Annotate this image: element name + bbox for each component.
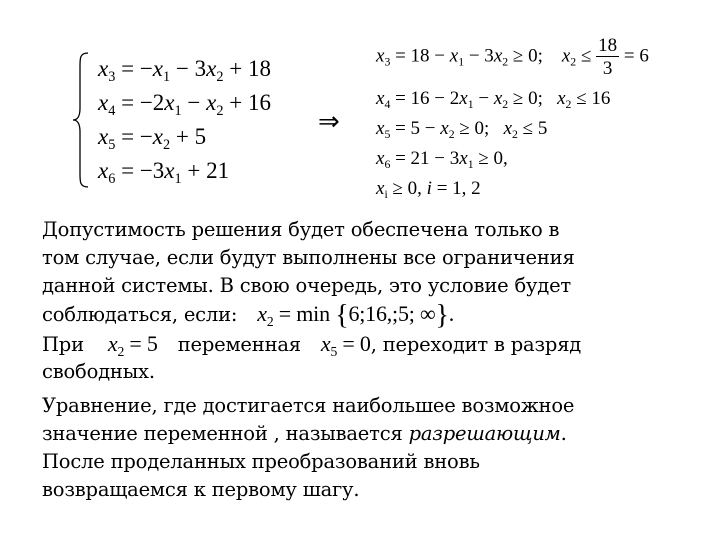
text-line-8 (42, 420, 567, 448)
x5-equals-0: $x_5 = 0$ (320, 331, 371, 359)
equation-x6: $x_6 = -3x_1 + 21$ (98, 158, 230, 187)
text-line-5-end: , переходит в разряд (370, 333, 582, 356)
right-row-1: $x_3 = 18 - x_1 - 3x_2 \ge 0$; $x_2$ ≤ $\frac{18}{3}$ = 6 (376, 35, 649, 79)
right-row-5: $x_i \ge 0$, i = 1, 2 (376, 178, 481, 202)
text-line-10: возвращаемся к первому шагу. (42, 478, 360, 501)
equation-x5: $x_5 = -x_2 + 5$ (98, 124, 207, 153)
text-line-3: данной системы. В свою очередь, это условие будет (42, 274, 572, 297)
right-row-4: $x_6 = 21 - 3x_1 \ge 0$, (376, 148, 508, 172)
text-line-5-variable: переменная (177, 333, 301, 356)
implies-arrow: ⇒ (318, 107, 340, 137)
right-row-3: $x_5 = 5 - x_2 \ge 0$; $x_2 \le 5$ (376, 118, 548, 142)
text-line-4-words: соблюдаться, если: (42, 303, 238, 326)
text-line-7: Уравнение, где достигается наибольшее возможное (42, 394, 575, 417)
text-line-6: свободных. (42, 360, 155, 383)
text-line-5-start: При (42, 333, 84, 356)
text-line-9: После проделанных преобразований вновь (42, 450, 480, 473)
text-line-8-start: значение переменной , называется (42, 422, 409, 445)
system-brace (72, 52, 90, 188)
right-row-2: $x_4 = 16 - 2x_1 - x_2 \ge 0$; $x_2 \le 16$ (376, 88, 611, 112)
equation-x4: $x_4 = -2x_1 - x_2 + 16$ (98, 90, 271, 119)
min-expression: $x_2 = \min$ {6;16,;5; ∞}. (257, 300, 455, 331)
text-line-2: том случае, если будут выполнены все ограничения (42, 246, 575, 269)
fraction-18-over-3: $\frac{18}{3}$ (598, 35, 618, 79)
text-line-8-end: . (560, 422, 567, 445)
x2-equals-5: $x_2 = 5$ (107, 331, 158, 359)
text-line-1: Допустимость решения будет обеспечена только в (42, 218, 560, 241)
equation-x3: $x_3 = -x_1 - 3x_2 + 18$ (98, 56, 271, 85)
term-resolving: разрешающим (408, 422, 561, 445)
